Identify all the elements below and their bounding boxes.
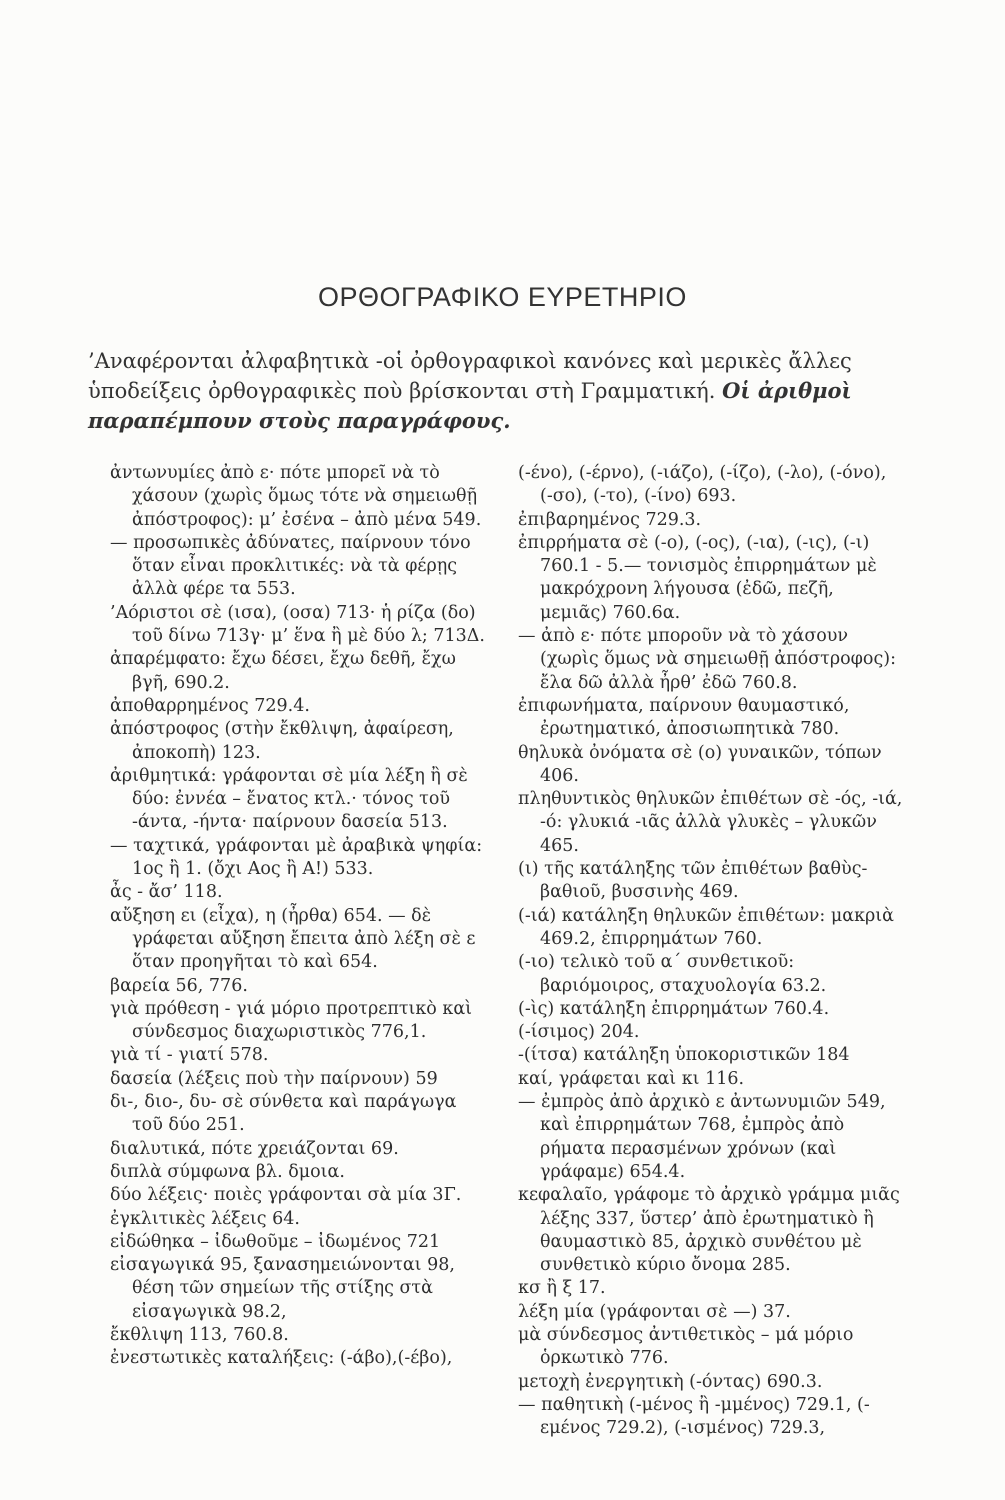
index-entry: μὰ σύνδεσμος ἀντιθετικὸς – μά μόριο ὁρκωτικὸ 776. <box>518 1324 860 1369</box>
index-entry: ’Αόριστοι σὲ (ισα), (οσα) 713· ἡ ρίζα (δο) τοῦ δίνω 713γ· μ’ ἕνα ἢ μὲ δύο λ; 713Δ. <box>110 602 485 647</box>
index-entry: — προσωπικὲς ἀδύνατες, παίρνουν τόνο ὅταν εἶναι προκλιτικές: νὰ τὰ φέρῃς ἀλλὰ φέρε τα 553. <box>110 532 477 600</box>
index-entry: ἀπόστροφος (στὴν ἔκθλιψη, ἀφαίρεση, ἀποκοπὴ) 123. <box>110 719 460 763</box>
index-entry: δι-, διο-, δυ- σὲ σύνθετα καὶ παράγωγα τοῦ δύο 251. <box>110 1092 463 1136</box>
index-entry: (-ιά) κατάληξη θηλυκῶν ἐπιθέτων: μακριὰ 469.2, ἐπιρρημάτων 760. <box>518 905 900 949</box>
index-entry: — παθητικὴ (-μένος ἢ -μμένος) 729.1, (-εμένος 729.2), (-ισμένος) 729.3, <box>518 1394 870 1439</box>
index-entry: μετοχὴ ἐνεργητικὴ (-όντας) 690.3. <box>518 1371 823 1392</box>
index-entry: ἐπιφωνήματα, παίρνουν θαυμαστικό, ἐρωτηματικό, ἀποσιωπητικὰ 780. <box>518 695 855 740</box>
index-entry: διπλὰ σύμφωνα βλ. δμοια. <box>110 1161 345 1182</box>
index-entry: γιὰ τί - γιατί 578. <box>110 1045 269 1066</box>
index-entry: ἐνεστωτικὲς καταλήξεις: (-άβο),(-έβο), <box>110 1348 453 1369</box>
index-entry: κσ ἢ ξ 17. <box>518 1278 606 1299</box>
intro-italic-note: Οἱ ἀριθμοὶ παραπέμπουν στοὺς παραγράφους. <box>88 378 852 433</box>
index-entry: (-ένο), (-έρνο), (-ιάζο), (-ίζο), (-λο), (-όνο), (-σο), (-το), (-ίνο) 693. <box>518 463 892 507</box>
index-entry: — ἐμπρὸς ἀπὸ ἀρχικὸ ε ἀντωνυμιῶν 549, καὶ ἐπιρρημάτων 768, ἐμπρὸς ἀπὸ ρήματα περασμένων χρόνων (καὶ γράφαμε) 654.4. <box>518 1092 892 1182</box>
index-entry: ἀριθμητικά: γράφονται σὲ μία λέξη ἢ σὲ δύο: ἐννέα – ἔνατος κτλ.· τόνος τοῦ -άντα, -ήντα· παίρνουν δασεία 513. <box>110 765 474 833</box>
left-column <box>110 462 488 1371</box>
index-entry: — ταχτικά, γράφονται μὲ ἀραβικὰ ψηφία: 1ος ἢ 1. (ὄχι Αος ἢ Α!) 533. <box>110 835 488 880</box>
index-entry: ἐγκλιτικὲς λέξεις 64. <box>110 1208 300 1229</box>
index-entry: εἰδώθηκα – ἰδωθοῦμε – ἰδωμένος 721 <box>110 1231 441 1252</box>
right-column <box>518 462 908 1440</box>
index-entry: ἔκθλιψη 113, 760.8. <box>110 1324 289 1345</box>
index-entry: (ι) τῆς κατάληξης τῶν ἐπιθέτων βαθὺς- βαθιοῦ, βυσσινὴς 469. <box>518 859 873 903</box>
index-entry: βαρεία 56, 776. <box>110 975 248 996</box>
index-entry: (-ὶς) κατάληξη ἐπιρρημάτων 760.4. <box>518 998 830 1019</box>
index-entry: διαλυτικά, πότε χρειάζονται 69. <box>110 1138 399 1159</box>
index-entry: ἀπαρέμφατο: ἔχω δέσει, ἔχω δεθῆ, ἔχω βγῆ, 690.2. <box>110 649 462 693</box>
index-entry: (-ίσιμος) 204. <box>518 1022 640 1043</box>
index-entry: (-ιο) τελικὸ τοῦ α΄ συνθετικοῦ: βαριόμοιρος, σταχυολογία 63.2. <box>518 952 827 996</box>
intro-text: ’Αναφέρονται ἀλφαβητικὰ -οἱ ὀρθογραφικοὶ κανόνες καὶ μερικὲς ἄλλες ὑποδείξεις ὀρθογραφικὲς ποὺ βρίσκονται στὴ Γραμματική. <box>88 349 852 403</box>
index-entry: κεφαλαῖο, γράφομε τὸ ἀρχικὸ γράμμα μιᾶς λέξης 337, ὕστερ’ ἀπὸ ἐρωτηματικὸ ἢ θαυμαστικὸ 85, ἀρχικὸ συνθέτου μὲ συνθετικὸ κύριο ὄνομα 285. <box>518 1185 906 1276</box>
index-entry: δασεία (λέξεις ποὺ τὴν παίρνουν) 59 <box>110 1068 438 1089</box>
index-entry: ἆς - ἄσ’ 118. <box>110 882 223 903</box>
index-entry: ἐπιβαρημένος 729.3. <box>518 509 702 530</box>
index-entry: -(ίτσα) κατάληξη ὑποκοριστικῶν 184 <box>518 1045 850 1066</box>
index-entry: θηλυκὰ ὀνόματα σὲ (ο) γυναικῶν, τόπων 406. <box>518 742 888 786</box>
index-entry: ἀποθαρρημένος 729.4. <box>110 695 310 716</box>
index-entry: ἐπιρρήματα σὲ (-ο), (-ος), (-ια), (-ις), (-ι) 760.1 - 5.— τονισμὸς ἐπιρρημάτων μὲ μακρόχρονη λήγουσα (ἐδῶ, πεζῆ, μεμιᾶς) 760.6α. <box>518 532 883 623</box>
index-entry: καί, γράφεται καὶ κι 116. <box>518 1068 745 1089</box>
index-entry: — ἀπὸ ε· πότε μποροῦν νὰ τὸ χάσουν (χωρὶς ὅμως νὰ σημειωθῇ ἀπόστροφος): ἔλα δῶ ἀλλὰ ἦρθ’ ἐδῶ 760.8. <box>518 626 902 693</box>
intro-paragraph <box>88 346 926 436</box>
index-entry: δύο λέξεις· ποιὲς γράφονται σὰ μία 3Γ. <box>110 1185 462 1206</box>
index-entry: πληθυντικὸς θηλυκῶν ἐπιθέτων σὲ -ός, -ιά, -ό: γλυκιά -ιᾶς ἀλλὰ γλυκὲς – γλυκῶν 465. <box>518 789 908 856</box>
index-entry: γιὰ πρόθεση - γιά μόριο προτρεπτικὸ καὶ σύνδεσμος διαχωριστικὸς 776,1. <box>110 998 478 1043</box>
index-entry: λέξη μία (γράφονται σὲ —) 37. <box>518 1301 791 1322</box>
index-entry: αὔξηση ει (εἶχα), η (ἦρθα) 654. — δὲ γράφεται αὔξηση ἔπειτα ἀπὸ λέξη σὲ ε ὅταν προηγῆται τὸ καὶ 654. <box>110 905 482 973</box>
index-entry: εἰσαγωγικά 95, ξανασημειώνονται 98, θέση τῶν σημείων τῆς στίξης στὰ εἰσαγωγικὰ 98.2, <box>110 1255 461 1322</box>
index-entry: ἀντωνυμίες ἀπὸ ε· πότε μπορεῖ νὰ τὸ χάσουν (χωρὶς ὅμως τότε νὰ σημειωθῇ ἀπόστροφος): μ’ ἐσένα – ἀπὸ μένα 549. <box>110 463 483 530</box>
page-title: ΟΡΘΟΓΡΑΦΙΚΟ ΕΥΡΕΤΗΡΙΟ <box>318 282 687 312</box>
